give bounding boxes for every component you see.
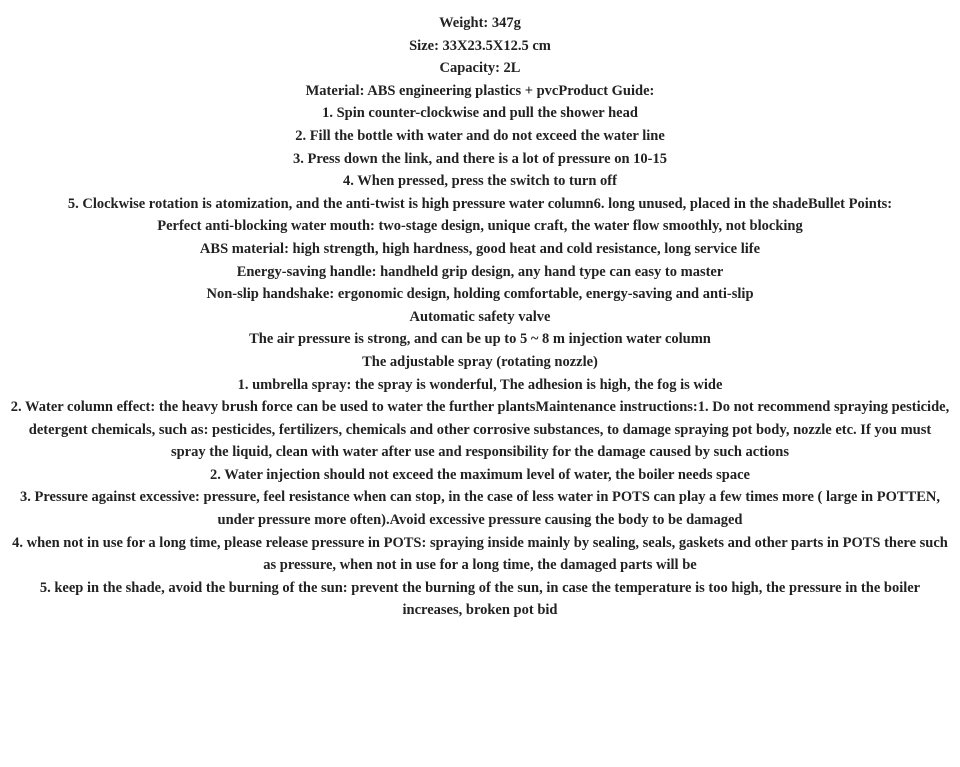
size-line: Size: 33X23.5X12.5 cm bbox=[409, 37, 551, 54]
bullet-point-3: Energy-saving handle: handheld grip design, any hand type can easy to master bbox=[236, 263, 724, 280]
bullet-point-2: ABS material: high strength, high hardness, good heat and cold resistance, long service life bbox=[199, 240, 761, 257]
bullet-point-4: Non-slip handshake: ergonomic design, holding comfortable, energy-saving and anti-slip bbox=[206, 286, 754, 303]
maintenance-paragraph-3: 3. Pressure against excessive: pressure, feel resistance when can stop, in the case of less water in POTS can play a few times more ( large in POTTEN, under pressure more often).Avoid excessive pressure causing the body to be damaged bbox=[20, 489, 940, 529]
material-line: Material: ABS engineering plastics + pvcProduct Guide: bbox=[305, 82, 655, 99]
bullet-point-1: Perfect anti-blocking water mouth: two-stage design, unique craft, the water flow smoothly, not blocking bbox=[157, 218, 803, 235]
guide-step-3: 3. Press down the link, and there is a lot of pressure on 10-15 bbox=[293, 150, 667, 167]
weight-line: Weight: 347g bbox=[439, 15, 521, 31]
guide-step-1: 1. Spin counter-clockwise and pull the shower head bbox=[322, 105, 638, 122]
guide-step-5: 5. Clockwise rotation is atomization, and the anti-twist is high pressure water column6. long unused, placed in the shadeBullet Points: bbox=[67, 195, 893, 212]
spray-mode-1: 1. umbrella spray: the spray is wonderful, The adhesion is high, the fog is wide bbox=[237, 376, 723, 393]
bullet-point-6: The air pressure is strong, and can be up to 5 ~ 8 m injection water column bbox=[249, 331, 711, 348]
capacity-line: Capacity: 2L bbox=[439, 60, 521, 77]
maintenance-paragraph-4: 4. when not in use for a long time, please release pressure in POTS: spraying inside mainly by sealing, seals, gaskets and other parts in POTS there such as pressure, when not in use for a long time, the damaged parts will be bbox=[12, 534, 948, 574]
maintenance-paragraph-5: 5. keep in the shade, avoid the burning of the sun: prevent the burning of the sun, in case the temperature is too high, the pressure in the boiler increases, broken pot bid bbox=[39, 579, 921, 619]
maintenance-paragraph-2: 2. Water injection should not exceed the maximum level of water, the boiler needs space bbox=[210, 466, 750, 483]
bullet-point-5: Automatic safety valve bbox=[409, 308, 551, 325]
guide-step-2: 2. Fill the bottle with water and do not exceed the water line bbox=[295, 127, 665, 144]
guide-step-4: 4. When pressed, press the switch to turn off bbox=[343, 173, 617, 190]
maintenance-paragraph-1: 2. Water column effect: the heavy brush force can be used to water the further plantsMaintenance instructions:1. Do not recommend spraying pesticide, detergent chemicals, such as: pesticides, fertilizers, chemicals and other corrosive substances, to damage spraying pot body, nozzle etc. If you must spray the liquid, clean with water after use and responsibility for the damage caused by such actions bbox=[10, 399, 950, 461]
bullet-point-7: The adjustable spray (rotating nozzle) bbox=[362, 353, 598, 370]
